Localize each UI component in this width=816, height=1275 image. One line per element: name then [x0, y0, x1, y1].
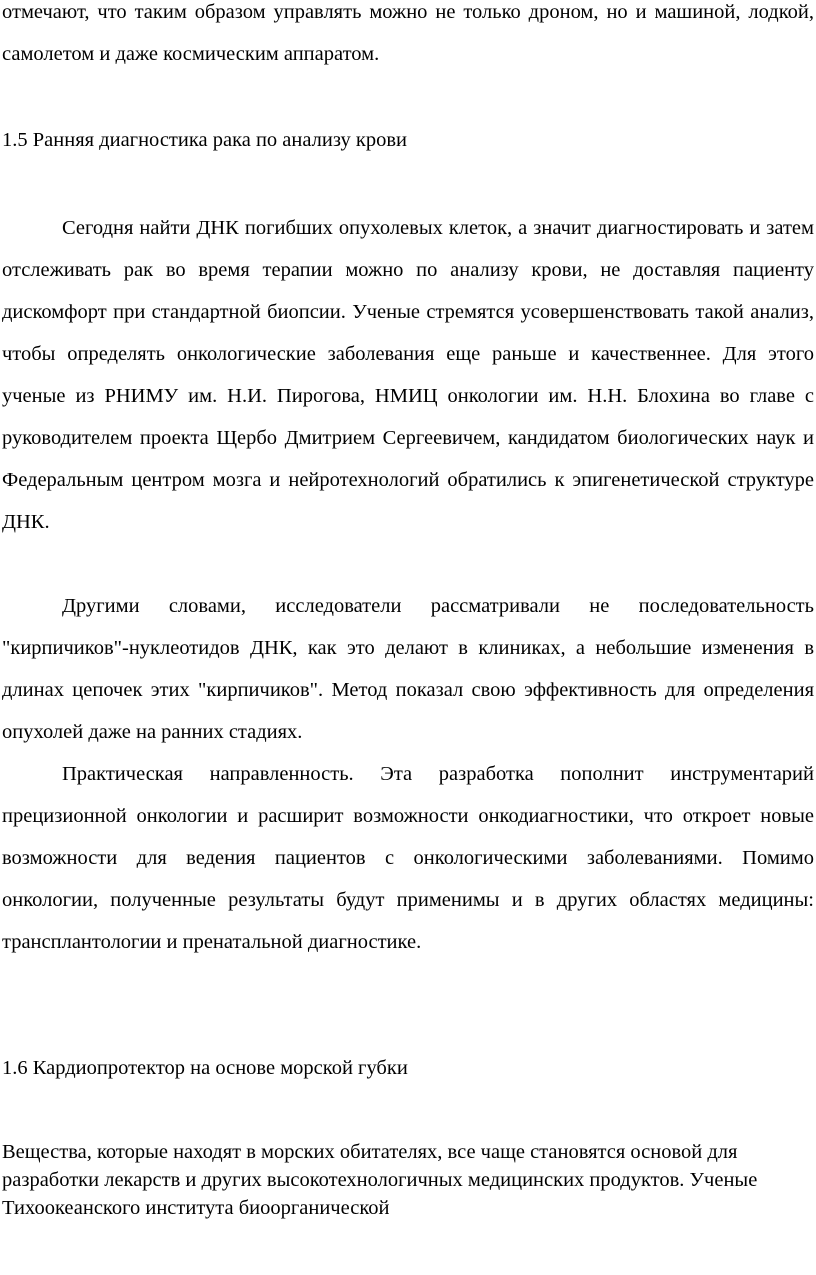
continuation-paragraph: отмечают, что таким образом управлять можно не только дроном, но и машиной, лодкой, самолетом и даже космическим аппаратом. [2, 1, 814, 65]
paragraph-practical-application: Практическая направленность. Эта разработка пополнит инструментарий прецизионной онкологии и расширит возможности онкодиагностики, что откроет новые возможности для ведения пациентов с онкологическими заболеваниями. Помимо онкологии, полученные результаты будут применимы и в других областях медицины: трансплантологии и пренатальной диагностике. [2, 763, 814, 953]
section-heading-1-5: 1.5 Ранняя диагностика рака по анализу крови [2, 129, 407, 151]
paragraph-methods: Другими словами, исследователи рассматривали не последовательность "кирпичиков"-нуклеотидов ДНК, как это делают в клиниках, а небольшие изменения в длинах цепочек этих "кирпичиков". Метод показал свою эффективность для определения опухолей даже на ранних стадиях. [2, 595, 814, 743]
paragraph-dna-diagnostics: Сегодня найти ДНК погибших опухолевых клеток, а значит диагностировать и затем отслеживать рак во время терапии можно по анализу крови, не доставляя пациенту дискомфорт при стандартной биопсии. Ученые стремятся усовершенствовать такой анализ, чтобы определять онкологические заболевания еще раньше и качественнее. Для этого ученые из РНИМУ им. Н.И. Пирогова, НМИЦ онкологии им. Н.Н. Блохина во главе с руководителем проекта Щербо Дмитрием Сергеевичем, кандидатом биологических наук и Федеральным центром мозга и нейротехнологий обратились к эпигенетической структуре ДНК. [2, 217, 814, 533]
section-heading-1-6: 1.6 Кардиопротектор на основе морской губки [2, 1057, 408, 1079]
paragraph-marine-sponge: Вещества, которые находят в морских обитателях, все чаще становятся основой для разработки лекарств и других высокотехнологичных медицинских продуктов. Ученые Тихоокеанского института биоорганической [2, 1141, 758, 1219]
